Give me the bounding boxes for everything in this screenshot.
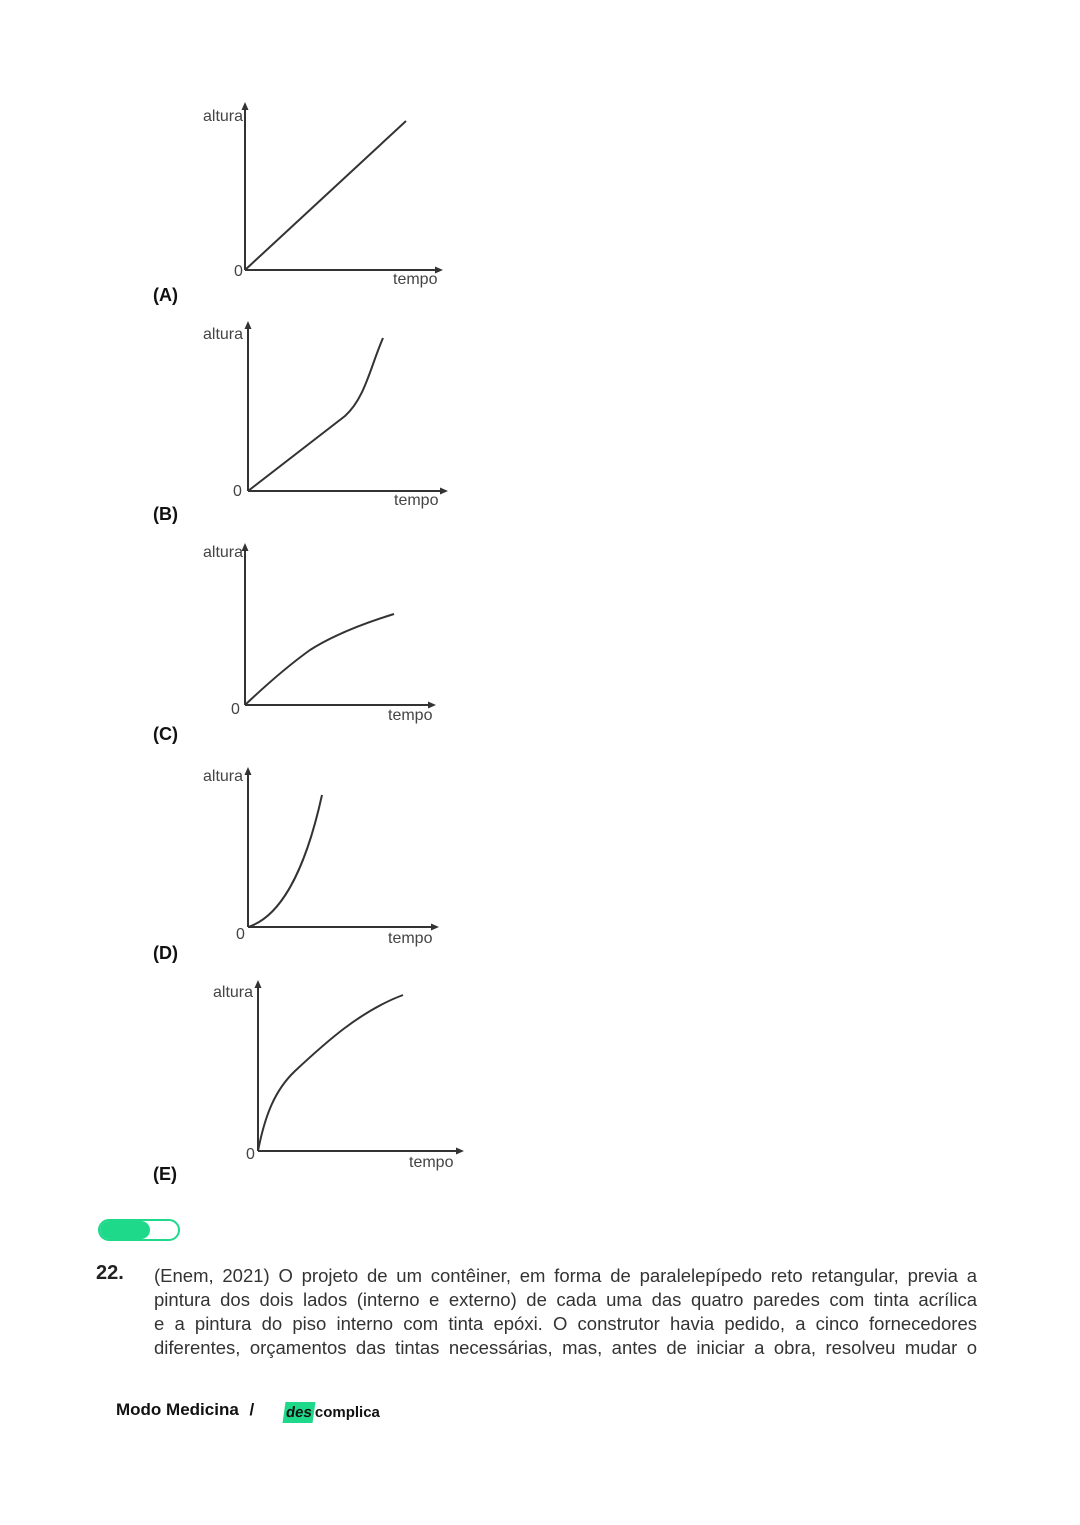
x-axis-label: tempo	[388, 707, 433, 724]
origin-label: 0	[234, 263, 243, 280]
question-line: pintura dos dois lados (interno e externo) de cada uma das quatro paredes com tinta acrílica	[154, 1289, 977, 1310]
toggle-switch[interactable]	[98, 1219, 180, 1241]
question-line: e a pintura do piso interno com tinta epóxi. O construtor havia pedido, a cinco fornecedores	[154, 1313, 977, 1334]
graph-a	[195, 100, 455, 295]
curve	[258, 995, 403, 1151]
brand-separator: /	[249, 1400, 255, 1419]
y-axis-label: altura	[203, 768, 244, 785]
y-axis-arrow	[245, 767, 252, 775]
curve	[245, 614, 394, 705]
origin-label: 0	[233, 483, 242, 500]
origin-label: 0	[236, 926, 245, 943]
x-axis-label: tempo	[394, 492, 439, 509]
x-axis-arrow	[440, 488, 448, 495]
curve	[248, 795, 322, 927]
x-axis-label: tempo	[409, 1154, 454, 1171]
toggle-fill	[100, 1221, 150, 1239]
curve	[248, 338, 383, 491]
curve	[245, 121, 406, 270]
origin-label: 0	[246, 1146, 255, 1163]
y-axis-label: altura	[213, 984, 254, 1001]
option-d-label: (D)	[153, 943, 178, 963]
y-axis-arrow	[245, 321, 252, 329]
graph-c	[195, 538, 455, 733]
y-axis-label: altura	[203, 108, 244, 125]
option-b-label: (B)	[153, 504, 178, 524]
question-number: 22.	[96, 1262, 124, 1284]
option-c-label: (C)	[153, 724, 178, 744]
question-text	[154, 1264, 977, 1360]
descomplica-logo	[284, 1399, 380, 1425]
question-line: diferentes, orçamentos das tintas necessárias, mas, antes de iniciar a obra, resolveu mudar o	[154, 1337, 977, 1358]
y-axis-label: altura	[203, 544, 244, 561]
brand-name: Modo Medicina	[116, 1400, 239, 1419]
question-line: (Enem, 2021) O projeto de um contêiner, em forma de paralelepípedo reto retangular, previa a	[154, 1265, 977, 1286]
x-axis-label: tempo	[388, 930, 433, 947]
y-axis-arrow	[255, 980, 262, 988]
footer-brand	[116, 1400, 254, 1420]
y-axis-label: altura	[203, 326, 244, 343]
graph-b	[195, 318, 455, 513]
option-e-label: (E)	[153, 1164, 177, 1184]
x-axis-label: tempo	[393, 271, 438, 288]
origin-label: 0	[231, 701, 240, 718]
x-axis-arrow	[456, 1148, 464, 1155]
logo-complica: complica	[314, 1403, 380, 1421]
option-a-label: (A)	[153, 285, 178, 305]
graph-d	[195, 762, 455, 957]
graph-e	[205, 975, 475, 1175]
logo-des: des	[283, 1402, 316, 1423]
